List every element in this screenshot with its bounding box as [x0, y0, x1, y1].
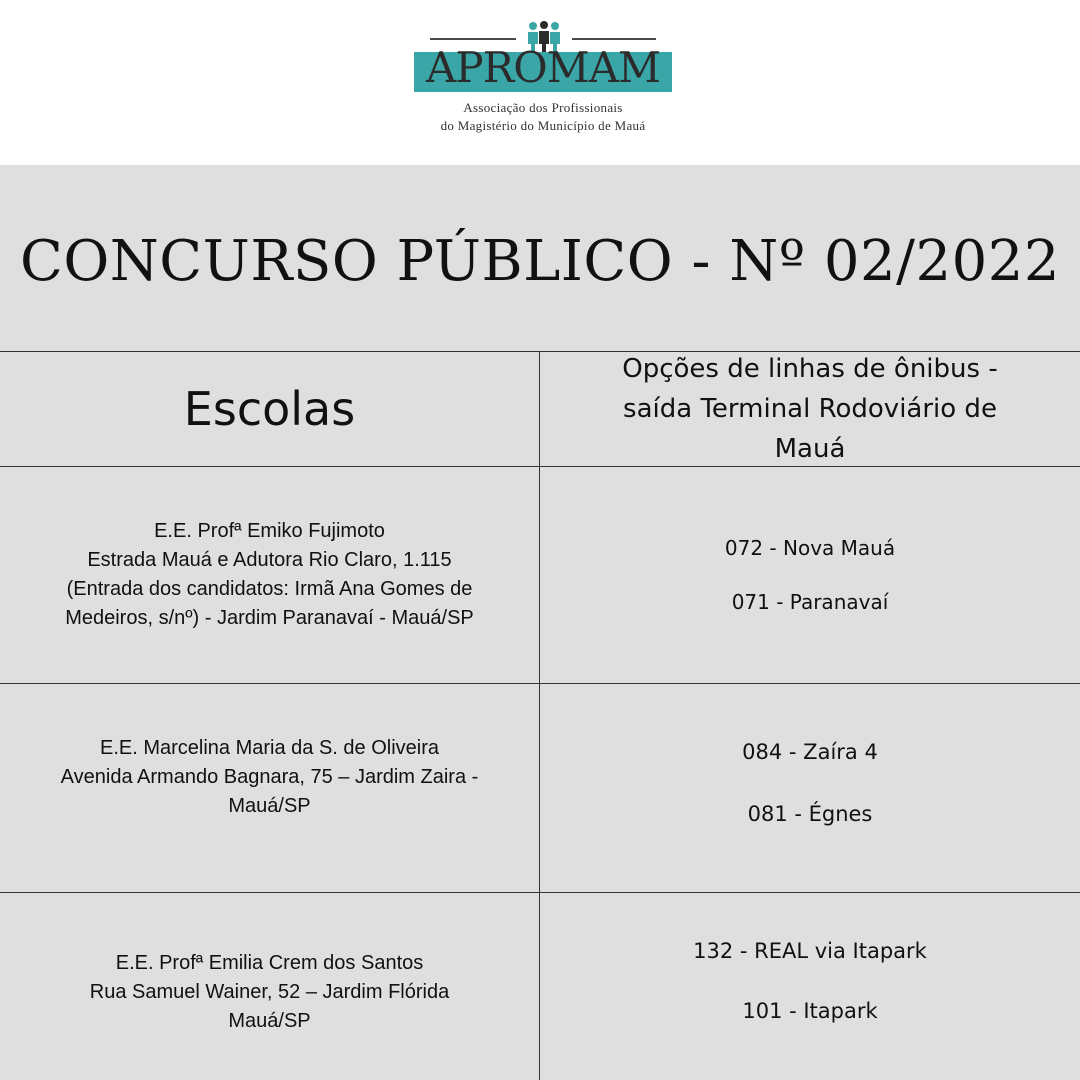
page-title: CONCURSO PÚBLICO - Nº 02/2022: [20, 229, 1060, 294]
school-address: Rua Samuel Wainer, 52 – Jardim Flórida Mauá/SP: [89, 981, 450, 1032]
logo-divider-right: [572, 38, 656, 40]
header: [0, 0, 1080, 165]
school-entry: [60, 734, 480, 821]
bus-list: [693, 939, 927, 1023]
content-panel: [0, 165, 1080, 1080]
logo-divider-left: [430, 38, 516, 40]
table-row-buses: [540, 893, 1080, 1080]
table-row-buses: [540, 467, 1080, 683]
apromam-logo: [414, 18, 674, 138]
logo-subtitle-line2: do Magistério do Município de Mauá: [440, 118, 646, 133]
bus-line: 072 - Nova Mauá: [724, 536, 896, 560]
table-header-schools-cell: [0, 352, 539, 466]
bus-list: [742, 740, 878, 826]
table-row-school: [0, 467, 539, 683]
bus-line: 101 - Itapark: [742, 998, 878, 1023]
school-address: Avenida Armando Bagnara, 75 – Jardim Zaira - Mauá/SP: [60, 765, 479, 817]
table-row-school: [0, 684, 539, 892]
school-address: Estrada Mauá e Adutora Rio Claro, 1.115 (Entrada dos candidatos: Irmã Ana Gomes de Medeiros, s/nº) - Jardim Paranavaí - Mauá/SP: [65, 549, 474, 629]
logo-name: APROMAM: [426, 43, 660, 92]
bus-line: 132 - REAL via Itapark: [693, 938, 927, 963]
school-name: E.E. Profª Emilia Crem dos Santos: [115, 952, 424, 974]
school-name: E.E. Profª Emiko Fujimoto: [154, 520, 385, 542]
logo-subtitle-line1: Associação dos Profissionais: [463, 100, 623, 115]
table-row-school: [0, 893, 539, 1080]
bus-line: 081 - Égnes: [747, 802, 873, 826]
school-entry: [60, 517, 480, 633]
bus-list: [725, 536, 895, 614]
bus-line: 084 - Zaíra 4: [742, 740, 878, 764]
table-header-buses-cell: [540, 352, 1080, 466]
school-name: E.E. Marcelina Maria da S. de Oliveira: [99, 736, 440, 759]
table-row-buses: [540, 684, 1080, 892]
school-entry: [60, 949, 480, 1036]
bus-line: 071 - Paranavaí: [731, 590, 889, 614]
column-header-buses: Opções de linhas de ônibus - saída Terminal Rodoviário de Mauá: [622, 354, 998, 464]
column-header-schools: Escolas: [183, 382, 356, 436]
